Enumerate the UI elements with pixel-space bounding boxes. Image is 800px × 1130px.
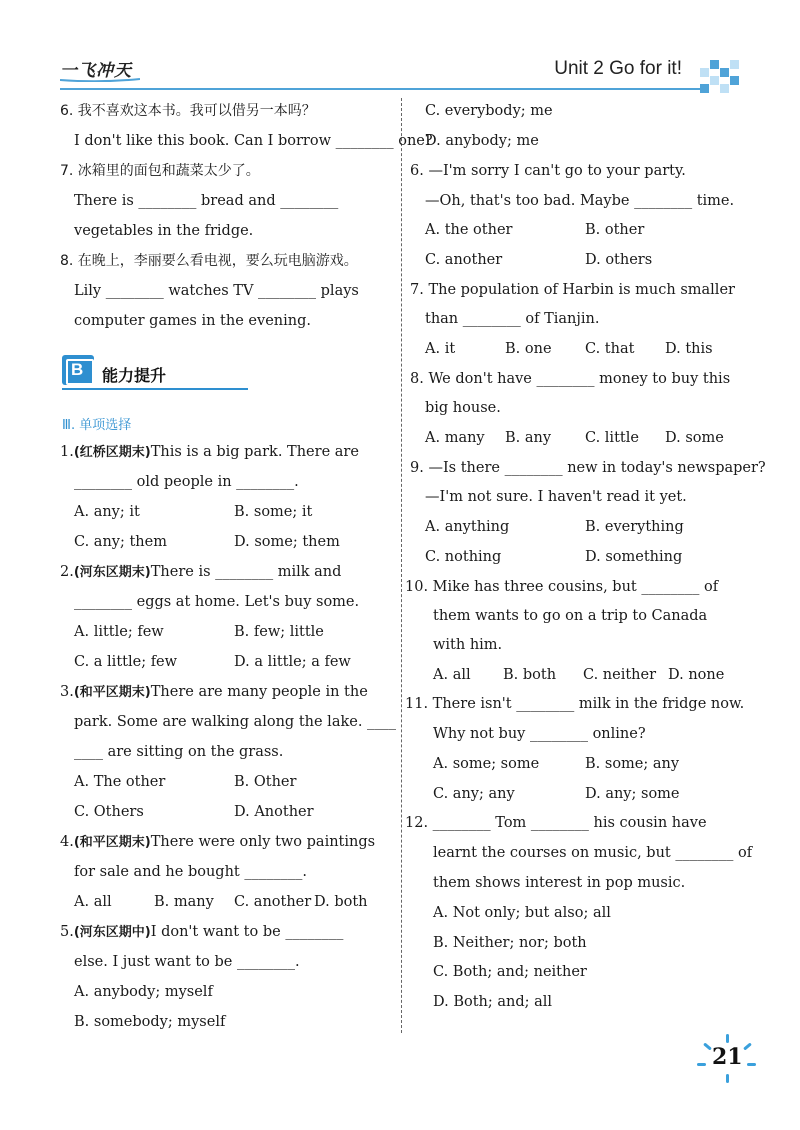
q12-line-1: 12. ________ Tom ________ his cousin have bbox=[405, 815, 707, 831]
question-1-line-1: 1.(红桥区期末)This is a big park. There are bbox=[60, 444, 359, 460]
sun-ray-icon bbox=[747, 1063, 756, 1066]
question-5-option-a: A. anybody; myself bbox=[74, 984, 213, 1000]
question-1-line-2: ________ old people in ________. bbox=[74, 474, 299, 490]
q7-option-d: D. this bbox=[665, 341, 713, 357]
unit-title: Unit 2 Go for it! bbox=[554, 58, 682, 79]
q10-line-1: 10. Mike has three cousins, but ________ of bbox=[405, 579, 719, 595]
q12-line-3: them shows interest in pop music. bbox=[433, 875, 686, 891]
question-2-option-c: C. a little; few bbox=[74, 654, 178, 670]
q10-option-a: A. all bbox=[433, 667, 471, 683]
q9-line-2: —I'm not sure. I haven't read it yet. bbox=[425, 489, 687, 505]
question-4-line-2: for sale and he bought ________. bbox=[74, 864, 307, 880]
q8-line-2: big house. bbox=[425, 400, 501, 416]
q12-option-c: C. Both; and; neither bbox=[433, 964, 587, 980]
question-1-option-c: C. any; them bbox=[74, 534, 167, 550]
q11-option-d: D. any; some bbox=[585, 786, 680, 802]
translation-7-en-1: There is ________ bread and ________ bbox=[74, 193, 339, 209]
question-2-tag: (河东区期末) bbox=[73, 565, 151, 580]
q11-option-c: C. any; any bbox=[433, 786, 515, 802]
question-3-option-b: B. Other bbox=[234, 774, 297, 790]
question-3-tag: (和平区期末) bbox=[73, 685, 151, 700]
translation-6-en: I don't like this book. Can I borrow ________ one? bbox=[74, 133, 433, 149]
q7-line-2: than ________ of Tianjin. bbox=[425, 311, 600, 327]
q6-line-1: 6. —I'm sorry I can't go to your party. bbox=[410, 163, 686, 179]
q12-line-2: learnt the courses on music, but ________ of bbox=[433, 845, 753, 861]
sun-ray-icon bbox=[743, 1042, 752, 1050]
q12-option-a: A. Not only; but also; all bbox=[433, 905, 611, 921]
question-5-line-2: else. I just want to be ________. bbox=[74, 954, 300, 970]
sun-ray-icon bbox=[726, 1074, 729, 1083]
question-4-line-1: 4.(和平区期末)There were only two paintings bbox=[60, 834, 376, 850]
column-divider bbox=[401, 98, 402, 1033]
question-1-option-d: D. some; them bbox=[234, 534, 340, 550]
q5-option-d: D. anybody; me bbox=[425, 133, 539, 149]
q12-option-d: D. Both; and; all bbox=[433, 994, 553, 1010]
header-rule bbox=[60, 88, 700, 90]
book-icon: B bbox=[62, 355, 94, 385]
q7-option-a: A. it bbox=[425, 341, 456, 357]
translation-8-en-2: computer games in the evening. bbox=[74, 313, 311, 329]
question-2-line-1: 2.(河东区期末)There is ________ milk and bbox=[60, 564, 342, 580]
translation-7-cn: 7. 冰箱里的面包和蔬菜太少了。 bbox=[60, 163, 260, 179]
question-4-option-a: A. all bbox=[74, 894, 112, 910]
translation-8-cn: 8. 在晚上，李丽要么看电视，要么玩电脑游戏。 bbox=[60, 253, 358, 269]
question-5-option-b: B. somebody; myself bbox=[74, 1014, 226, 1030]
translation-7-en-2: vegetables in the fridge. bbox=[74, 223, 254, 239]
question-4-option-b: B. many bbox=[154, 894, 214, 910]
q10-option-c: C. neither bbox=[583, 667, 657, 683]
q7-option-b: B. one bbox=[505, 341, 552, 357]
question-1-option-b: B. some; it bbox=[234, 504, 313, 520]
question-3-line-2: park. Some are walking along the lake. ____ bbox=[74, 714, 397, 730]
q8-option-d: D. some bbox=[665, 430, 724, 446]
q8-option-a: A. many bbox=[425, 430, 485, 446]
q11-option-b: B. some; any bbox=[585, 756, 680, 772]
question-1-option-a: A. any; it bbox=[74, 504, 140, 520]
question-3-option-d: D. Another bbox=[234, 804, 314, 820]
translation-6-cn: 6. 我不喜欢这本书。我可以借另一本吗？ bbox=[60, 103, 316, 119]
q8-option-b: B. any bbox=[505, 430, 552, 446]
q8-option-c: C. little bbox=[585, 430, 639, 446]
q7-line-1: 7. The population of Harbin is much smaller bbox=[410, 282, 735, 298]
question-2-option-b: B. few; little bbox=[234, 624, 324, 640]
q9-line-1: 9. —Is there ________ new in today's newspaper? bbox=[410, 460, 766, 476]
q12-option-b: B. Neither; nor; both bbox=[433, 935, 587, 951]
question-4-option-c: C. another bbox=[234, 894, 312, 910]
section-b-underline bbox=[62, 388, 248, 390]
q10-option-b: B. both bbox=[503, 667, 557, 683]
question-5-tag: (河东区期中) bbox=[73, 925, 151, 940]
section-b-title: 能力提升 bbox=[102, 366, 167, 385]
question-3-option-a: A. The other bbox=[74, 774, 166, 790]
q6-option-d: D. others bbox=[585, 252, 653, 268]
sun-ray-icon bbox=[726, 1034, 729, 1043]
q11-option-a: A. some; some bbox=[433, 756, 540, 772]
q7-option-c: C. that bbox=[585, 341, 635, 357]
question-4-tag: (和平区期末) bbox=[73, 835, 151, 850]
question-4-option-d: D. both bbox=[314, 894, 368, 910]
q8-line-1: 8. We don't have ________ money to buy this bbox=[410, 371, 731, 387]
question-3-line-1: 3.(和平区期末)There are many people in the bbox=[60, 684, 368, 700]
translation-8-en-1: Lily ________ watches TV ________ plays bbox=[74, 283, 359, 299]
q6-line-2: —Oh, that's too bad. Maybe ________ time. bbox=[425, 193, 735, 209]
q6-option-b: B. other bbox=[585, 222, 645, 238]
q10-option-d: D. none bbox=[668, 667, 725, 683]
q9-option-a: A. anything bbox=[425, 519, 510, 535]
question-3-line-3: ____ are sitting on the grass. bbox=[74, 744, 284, 760]
question-2-option-a: A. little; few bbox=[74, 624, 164, 640]
q9-option-b: B. everything bbox=[585, 519, 684, 535]
q6-option-a: A. the other bbox=[425, 222, 513, 238]
section-iii-heading: Ⅲ. 单项选择 bbox=[62, 418, 132, 433]
q6-option-c: C. another bbox=[425, 252, 503, 268]
question-1-tag: (红桥区期末) bbox=[73, 445, 151, 460]
q9-option-c: C. nothing bbox=[425, 549, 502, 565]
question-5-line-1: 5.(河东区期中)I don't want to be ________ bbox=[60, 924, 344, 940]
q11-line-1: 11. There isn't ________ milk in the fridge now. bbox=[405, 696, 745, 712]
page-number-text: 21 bbox=[712, 1044, 743, 1070]
sun-ray-icon bbox=[697, 1063, 706, 1066]
question-2-line-2: ________ eggs at home. Let's buy some. bbox=[74, 594, 360, 610]
sun-ray-icon bbox=[703, 1042, 712, 1050]
page-number bbox=[704, 1040, 754, 1080]
section-b-heading bbox=[62, 355, 252, 395]
question-3-option-c: C. Others bbox=[74, 804, 144, 820]
q10-line-2: them wants to go on a trip to Canada bbox=[433, 608, 708, 624]
q5-option-c: C. everybody; me bbox=[425, 103, 553, 119]
brand-swoosh-icon bbox=[60, 78, 140, 82]
page-header bbox=[0, 0, 800, 100]
q11-line-2: Why not buy ________ online? bbox=[433, 726, 646, 742]
question-2-option-d: D. a little; a few bbox=[234, 654, 351, 670]
q10-line-3: with him. bbox=[433, 637, 503, 653]
brand-logo: 一飞冲天 bbox=[60, 61, 132, 81]
q9-option-d: D. something bbox=[585, 549, 683, 565]
